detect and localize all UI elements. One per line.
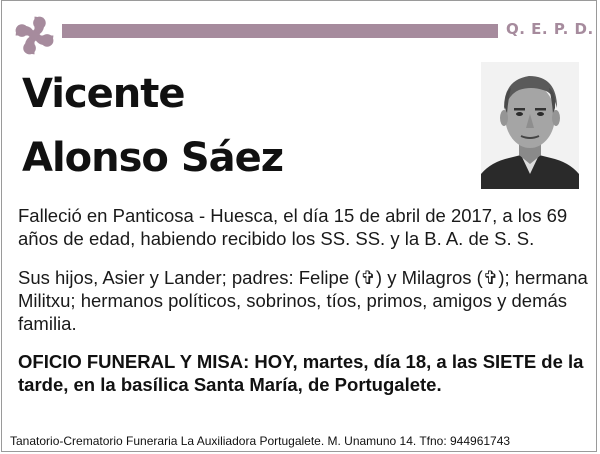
portrait-photo [481, 62, 579, 189]
family-mourners: Sus hijos, Asier y Lander; padres: Felipe (✞) y Milagros (✞); hermana Militxu; hermanos políticos, sobrinos, tíos, primos, amigos y demás familia. [18, 267, 588, 334]
obituary-card [1, 0, 597, 452]
deceased-first-name: Vicente [22, 71, 185, 117]
deceased-surname: Alonso Sáez [22, 135, 284, 181]
lauburu-icon [12, 13, 57, 58]
funeral-home-info: Tanatorio-Crematorio Funeraria La Auxiliadora Portugalete. M. Unamuno 14. Tfno: 944961743 [10, 434, 511, 448]
header-bar [62, 24, 498, 38]
death-announcement: Falleció en Panticosa - Huesca, el día 15 de abril de 2017, a los 69 años de edad, habiendo recibido los SS. SS. y la B. A. de S. S. [18, 205, 568, 249]
portrait-icon [481, 62, 579, 189]
qepd-label: Q. E. P. D. [506, 20, 594, 38]
funeral-service-info: OFICIO FUNERAL Y MISA: HOY, martes, día 18, a las SIETE de la tarde, en la basílica Santa María, de Portugalete. [18, 351, 584, 395]
